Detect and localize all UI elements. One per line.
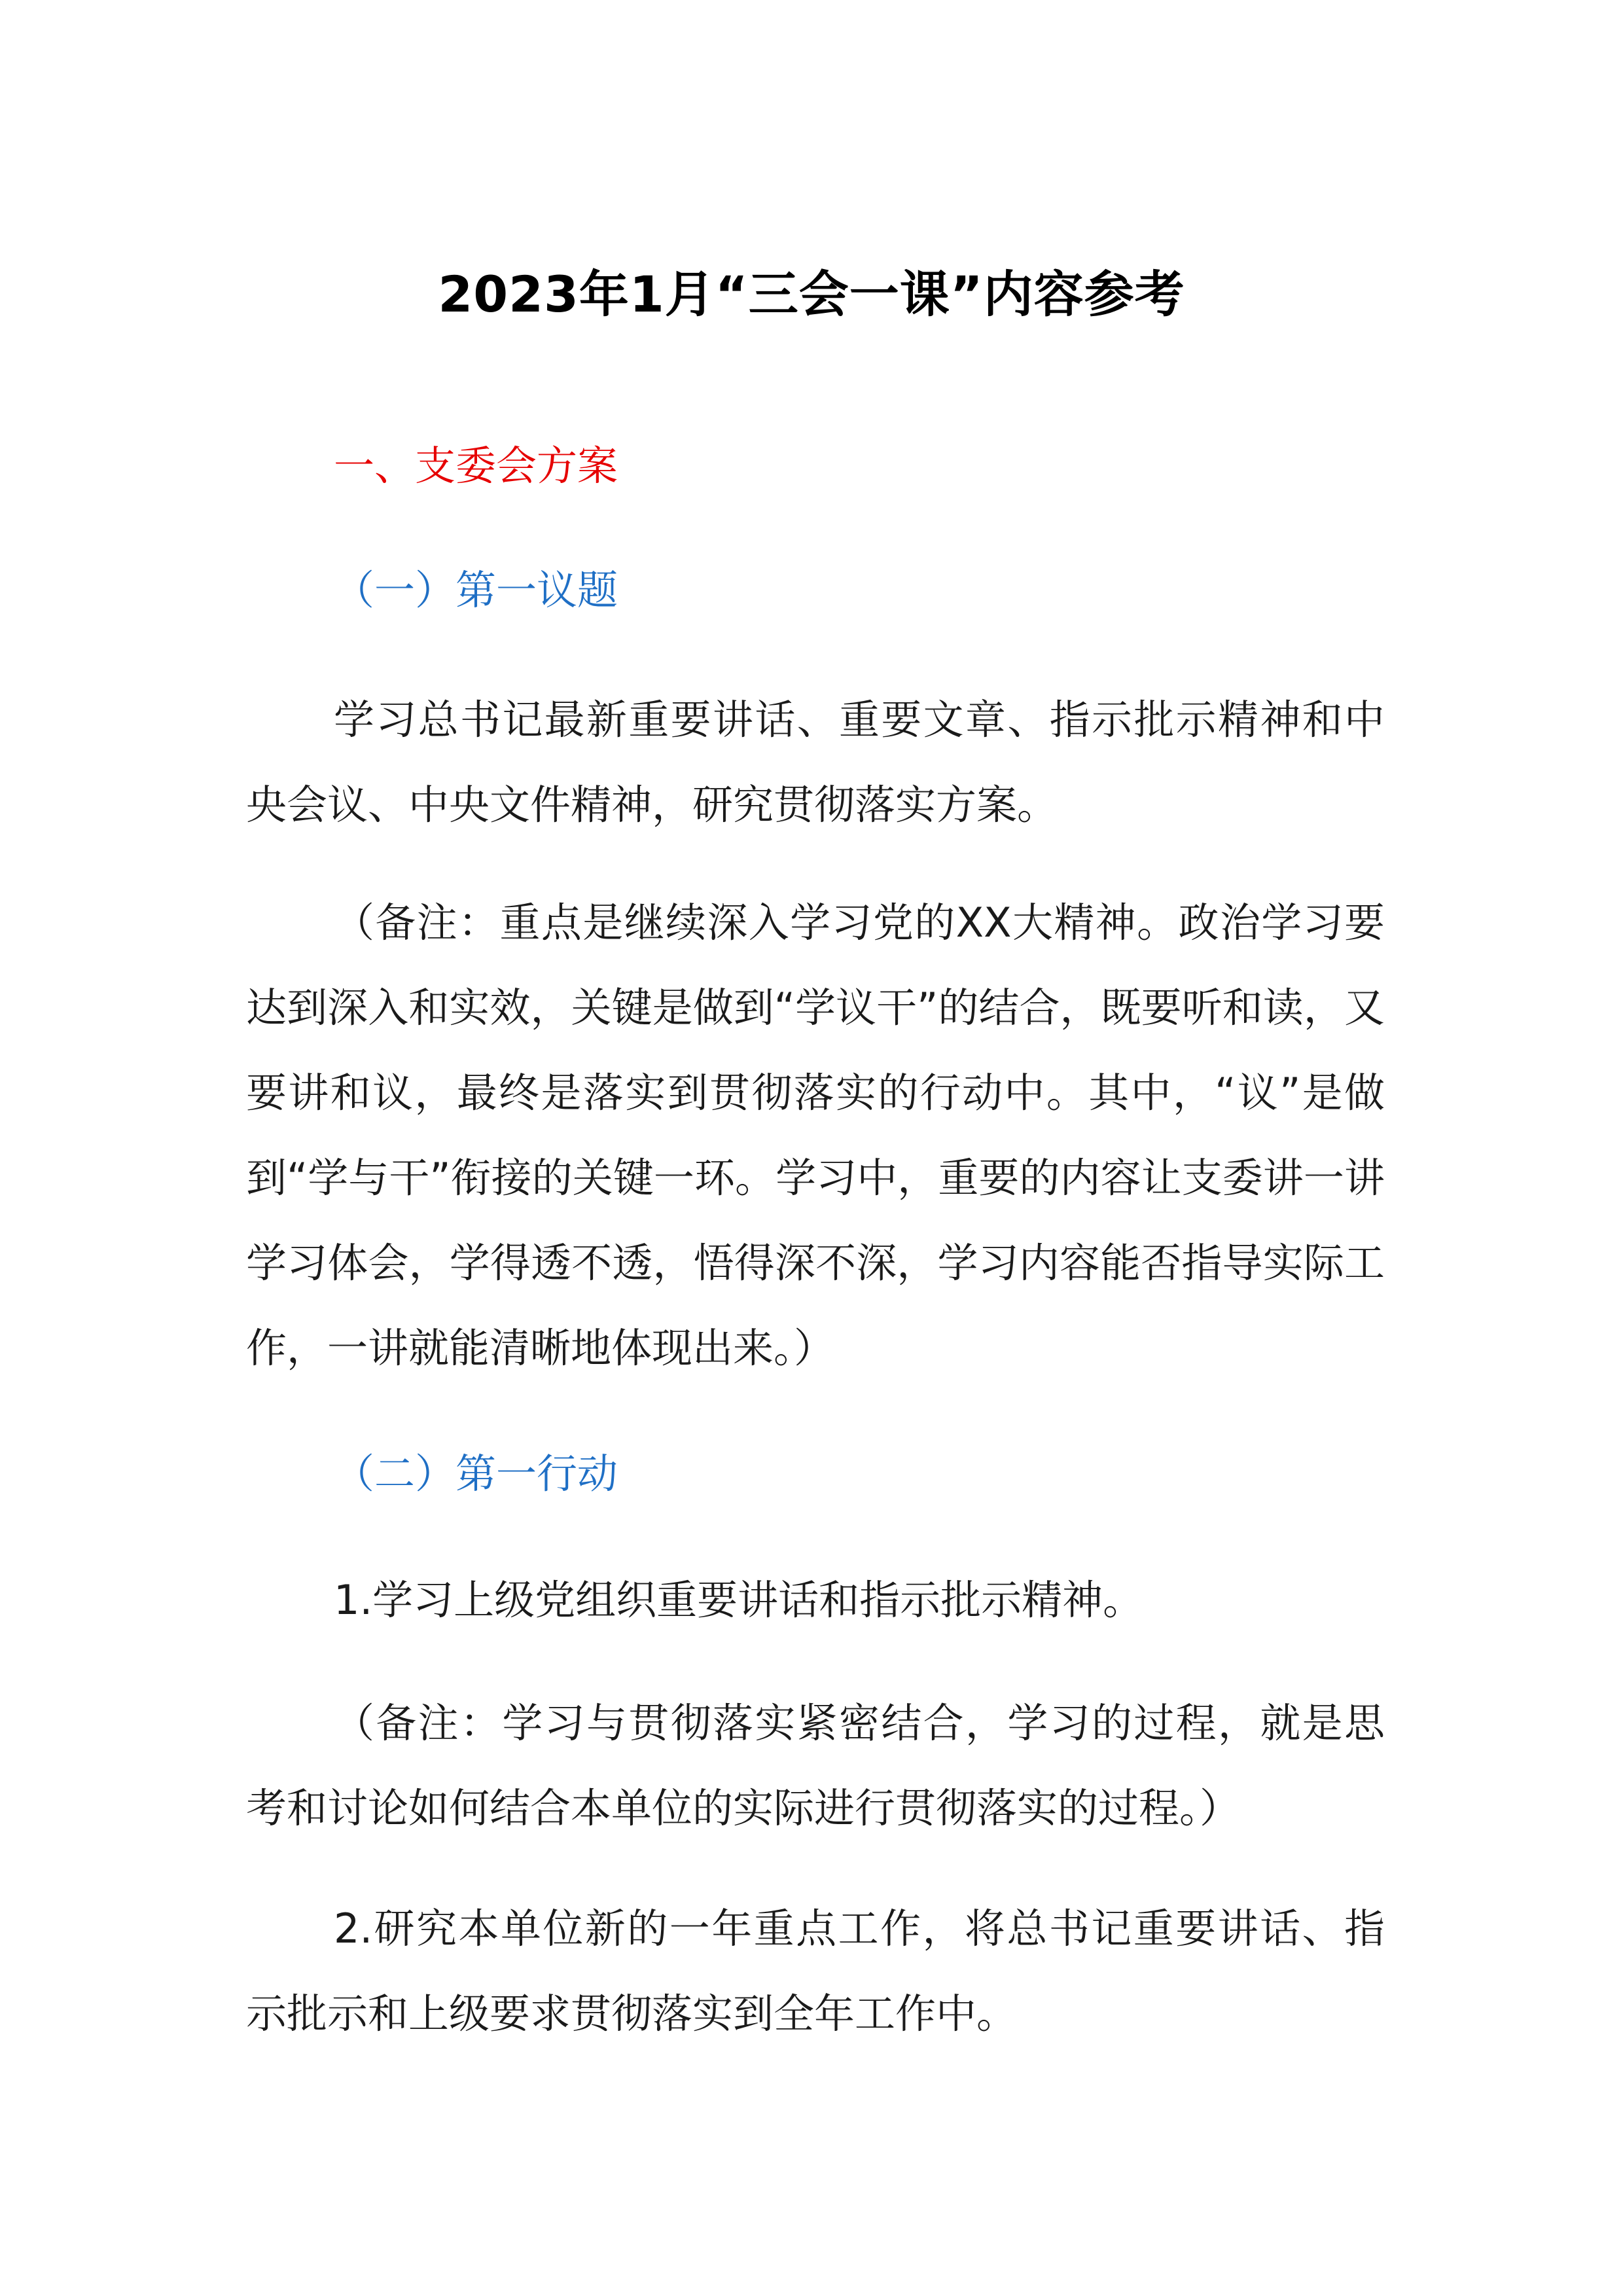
- document-title: 2023年1月“三会一课”内容参考: [438, 265, 1185, 323]
- paragraph-first-topic: 学习总书记最新重要讲话、重要文章、指示批示精神和中央会议、中央文件精神，研究贯彻落实方案。: [246, 696, 1385, 829]
- list-item-2: 2.研究本单位新的一年重点工作，将总书记重要讲话、指示批示和上级要求贯彻落实到全年工作中。: [246, 1905, 1385, 2037]
- subsection-heading-first-topic: （一）第一议题: [334, 566, 618, 614]
- section-heading-branch-committee: 一、支委会方案: [334, 442, 618, 490]
- list-item-1: 1.学习上级党组织重要讲话和指示批示精神。: [334, 1576, 1144, 1624]
- note-list-item-1: （备注：学习与贯彻落实紧密结合，学习的过程，就是思考和讨论如何结合本单位的实际进行贯彻落实的过程。）: [246, 1699, 1385, 1832]
- subsection-heading-first-action: （二）第一行动: [334, 1450, 618, 1498]
- note-first-topic: （备注：重点是继续深入学习党的XX大精神。政治学习要达到深入和实效，关键是做到“学议干”的结合，既要听和读，又要讲和议，最终是落实到贯彻落实的行动中。其中，“议”是做到“学与干”衔接的关键一环。学习中，重要的内容让支委讲一讲学习体会，学得透不透，悟得深不深，学习内容能否指导实际工作，一讲就能清晰地体现出来。）: [246, 899, 1385, 1372]
